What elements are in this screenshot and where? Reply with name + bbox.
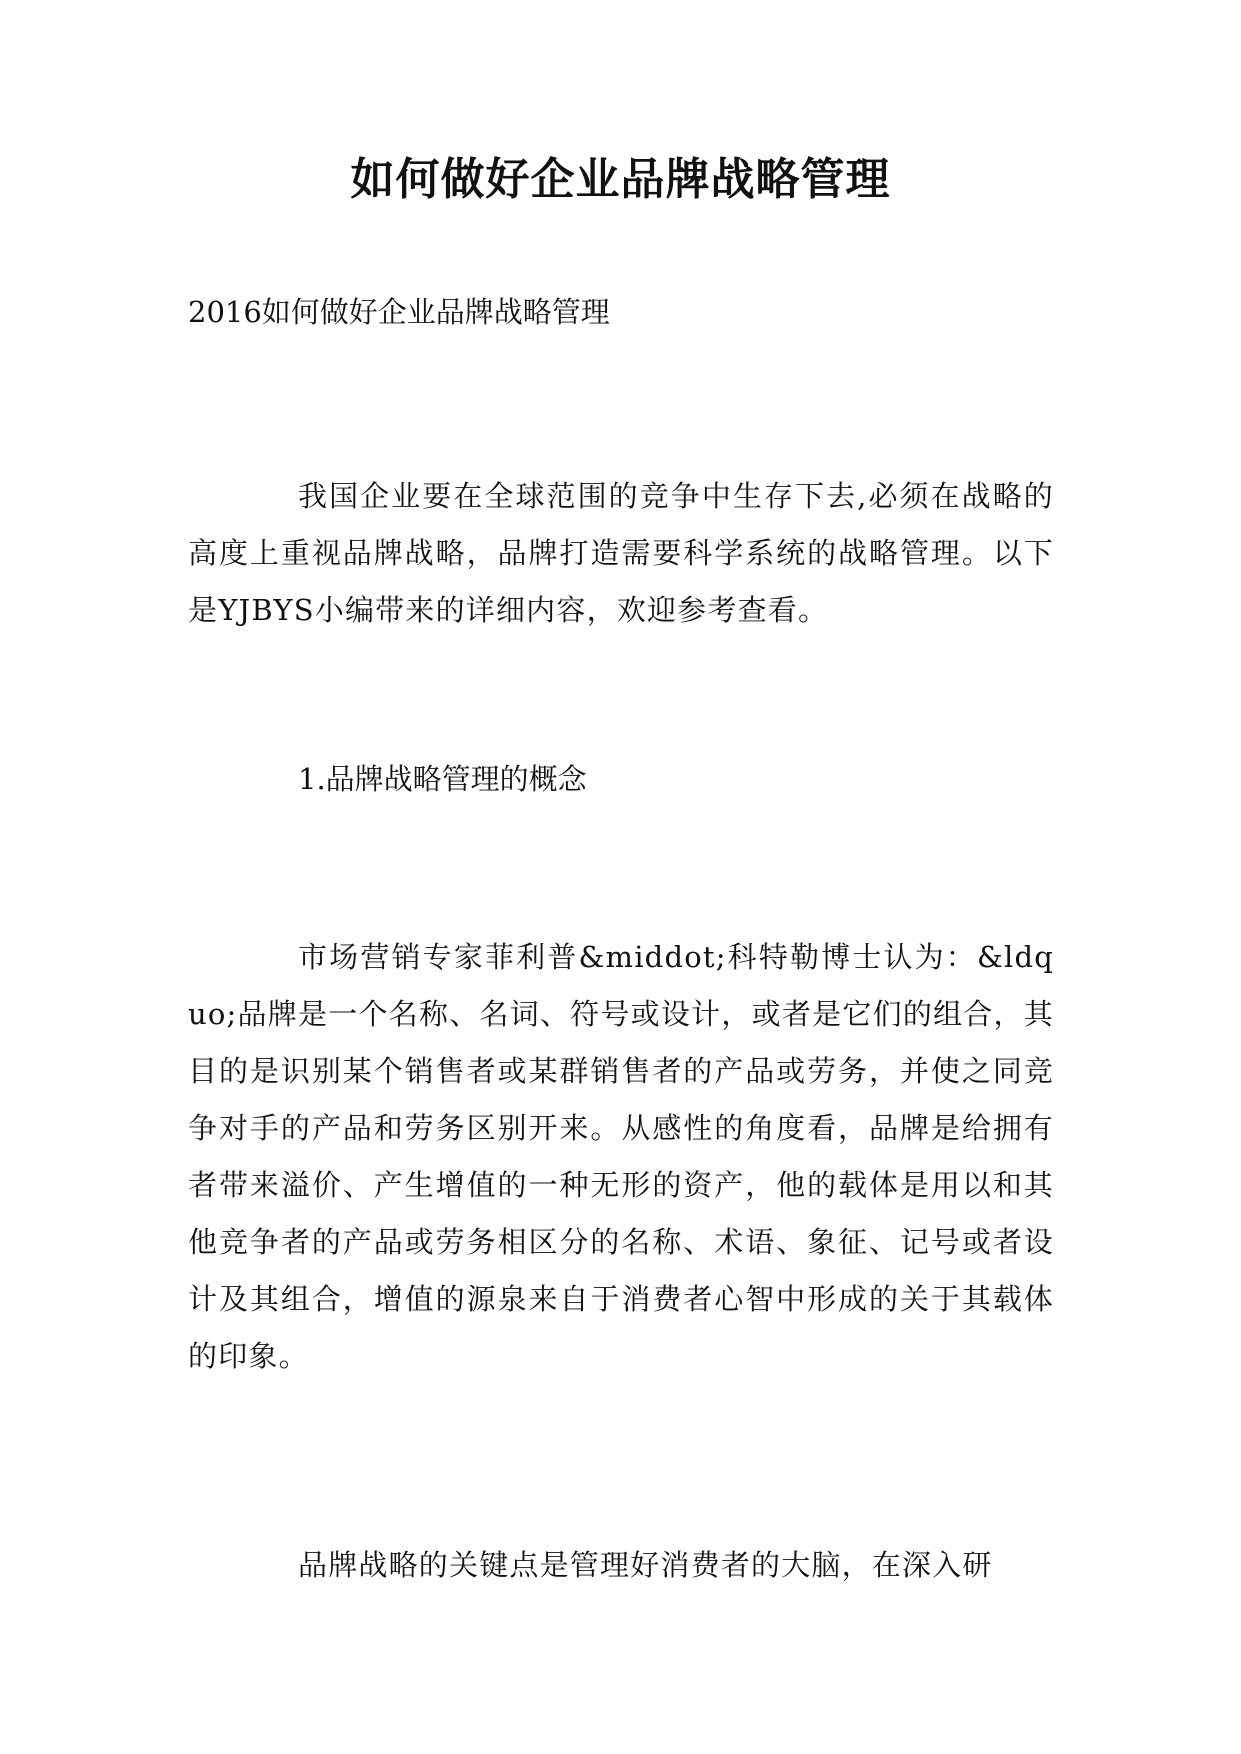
- key-point-paragraph: 品牌战略的关键点是管理好消费者的大脑，在深入研: [298, 1548, 993, 1582]
- intro-paragraph: 我国企业要在全球范围的竞争中生存下去,必须在战略的高度上重视品牌战略，品牌打造需要科学系统的战略管理。以下是YJBYS小编带来的详细内容，欢迎参考查看。: [188, 479, 1054, 627]
- page-title: 如何做好企业品牌战略管理: [350, 154, 891, 205]
- definition-paragraph: 市场营销专家菲利普&middot;科特勒博士认为：&ldquo;品牌是一个名称、名词、符号或设计，或者是它们的组合，其目的是识别某个销售者或某群销售者的产品或劳务，并使之同竞争对手的产品和劳务区别开来。从感性的角度看，品牌是给拥有者带来溢价、产生增值的一种无形的资产，他的载体是用以和其他竞争者的产品或劳务相区分的名称、术语、象征、记号或者设计及其组合，增值的源泉来自于消费者心智中形成的关于其载体的印象。: [188, 940, 1054, 1373]
- document-subtitle: 2016如何做好企业品牌战略管理: [188, 295, 610, 329]
- section-heading: 1.品牌战略管理的概念: [298, 762, 587, 796]
